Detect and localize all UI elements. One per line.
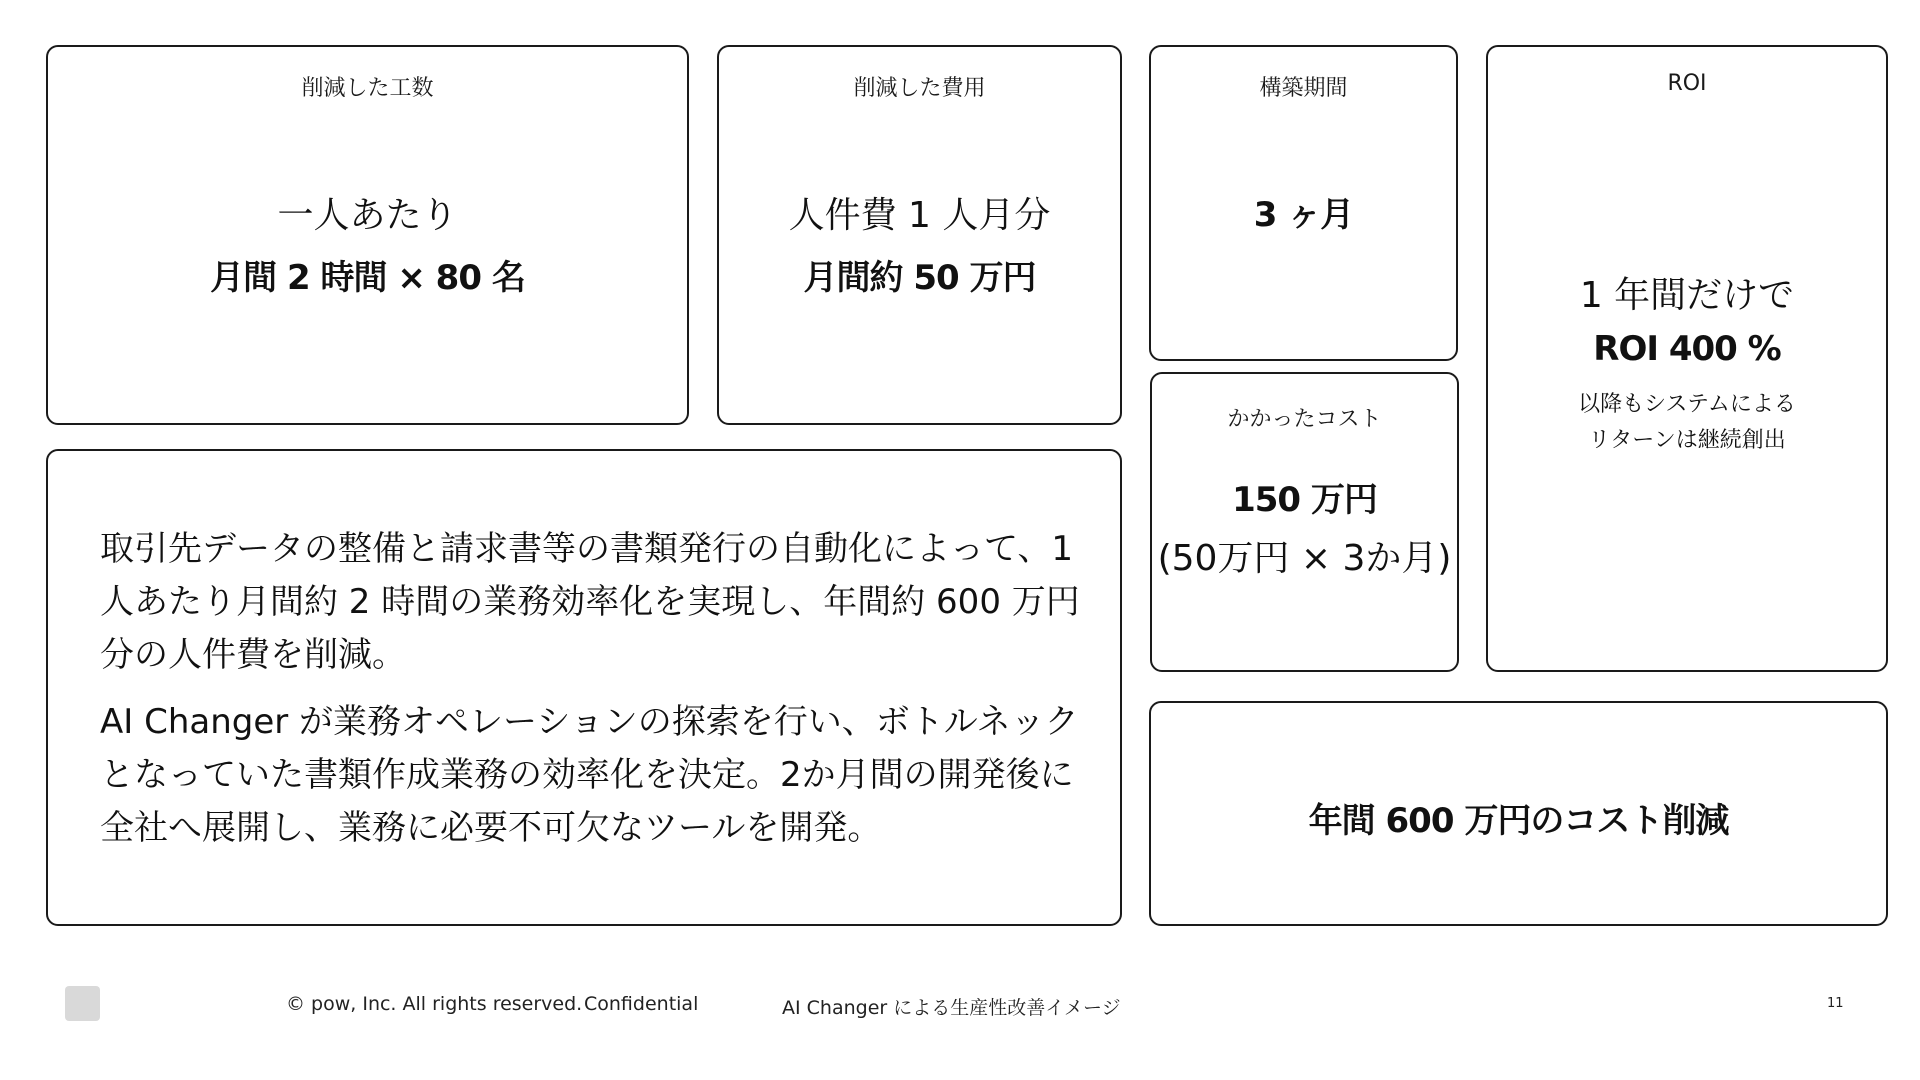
logo-placeholder bbox=[65, 986, 100, 1021]
build-period-label: 構築期間 bbox=[1259, 76, 1348, 101]
cost-reduction-line1: 人件費 1 人月分 bbox=[788, 195, 1051, 236]
labor-reduction-line1: 一人あたり bbox=[277, 195, 458, 236]
roi-value: ROI 400 % bbox=[1593, 329, 1781, 369]
roi-card bbox=[1486, 45, 1888, 672]
labor-reduction-label: 削減した工数 bbox=[301, 76, 434, 101]
footer-document-title: AI Changer による生産性改善イメージ bbox=[782, 997, 1121, 1019]
roi-note-line2: リターンは継続創出 bbox=[1588, 428, 1786, 453]
labor-reduction-card bbox=[46, 45, 689, 425]
summary-text: 年間 600 万円のコスト削減 bbox=[1308, 801, 1729, 841]
description-card bbox=[46, 449, 1122, 926]
cost-spent-value: 150 万円 bbox=[1232, 480, 1377, 520]
description-paragraph-1: 取引先データの整備と請求書等の書類発行の自動化によって、1人あたり月間約 2 時間の業務効率化を実現し、年間約 600 万円分の人件費を削減。 bbox=[100, 529, 1080, 675]
cost-reduction-card bbox=[717, 45, 1122, 425]
build-period-card bbox=[1149, 45, 1458, 361]
footer-confidential: Confidential bbox=[584, 993, 699, 1015]
description-paragraph-2: AI Changer が業務オペレーションの探索を行い、ボトルネックとなっていた書類作成業務の効率化を決定。2か月間の開発後に全社へ展開し、業務に必要不可欠なツールを開発。 bbox=[100, 702, 1079, 848]
cost-reduction-value: 月間約 50 万円 bbox=[803, 258, 1036, 298]
labor-reduction-value: 月間 2 時間 × 80 名 bbox=[210, 258, 525, 298]
page-number: 11 bbox=[1827, 996, 1844, 1011]
roi-note-line1: 以降もシステムによる bbox=[1578, 392, 1796, 417]
footer-copyright: © pow, Inc. All rights reserved. bbox=[286, 993, 583, 1015]
summary-card bbox=[1149, 701, 1888, 926]
roi-line1: 1 年間だけで bbox=[1579, 275, 1795, 316]
build-period-value: 3 ヶ月 bbox=[1253, 195, 1354, 235]
cost-reduction-label: 削減した費用 bbox=[853, 76, 986, 101]
cost-spent-card bbox=[1150, 372, 1459, 672]
cost-spent-detail: (50万円 × 3か月) bbox=[1157, 538, 1452, 579]
cost-spent-label: かかったコスト bbox=[1227, 407, 1382, 432]
roi-label: ROI bbox=[1667, 71, 1707, 96]
